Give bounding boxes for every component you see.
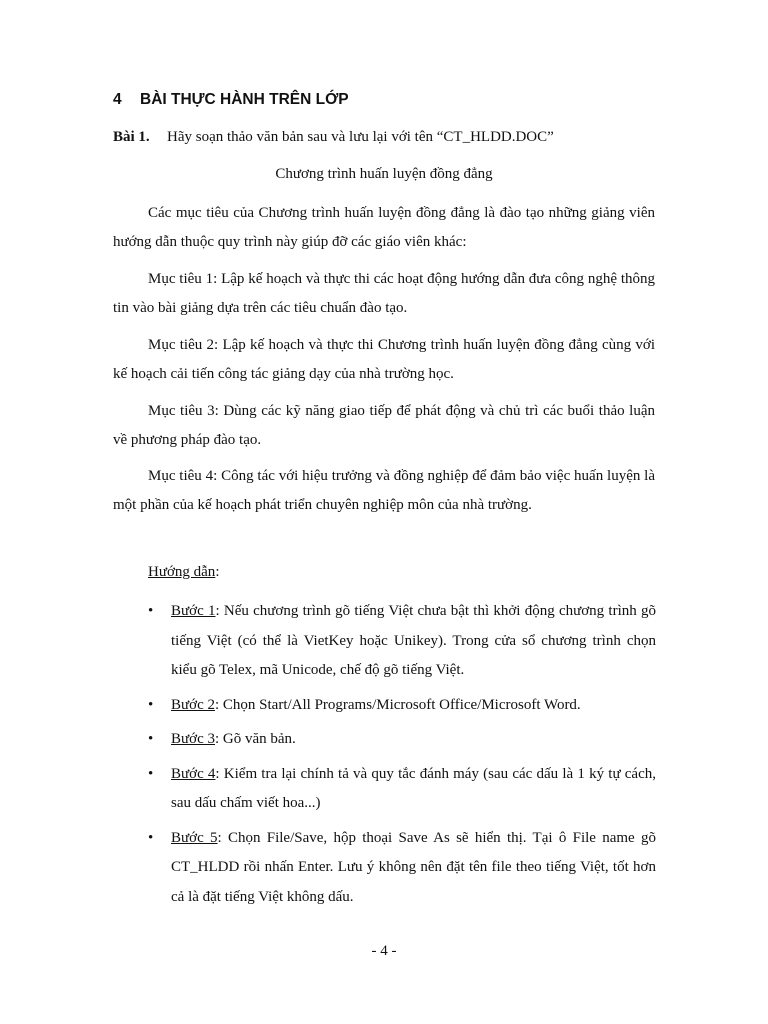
objective-paragraph-1 [113, 265, 655, 323]
list-item [148, 760, 656, 819]
objective-paragraph-3 [113, 397, 655, 455]
paragraph-text: Mục tiêu 1: Lập kế hoạch và thực thi các hoạt động hướng dẫn đưa công nghệ thông tin vào bài giảng dựa trên các tiêu chuẩn đào tạo. [113, 271, 655, 316]
step-text: : Gõ văn bản. [214, 731, 296, 747]
exercise-label: Bài 1. [113, 129, 150, 145]
objective-paragraph-2 [113, 331, 655, 389]
guide-heading [148, 564, 219, 581]
step-label: Bước 3 [171, 731, 215, 747]
step-text: : Kiểm tra lại chính tả và quy tắc đánh máy (sau các dấu là 1 ký tự cách, sau dấu chấm viết hoa...) [171, 765, 656, 811]
step-label: Bước 4 [171, 765, 216, 782]
exercise-line [113, 129, 554, 146]
section-title: BÀI THỰC HÀNH TRÊN LỚP [140, 91, 349, 108]
paragraph-text: Mục tiêu 3: Dùng các kỹ năng giao tiếp để phát động và chủ trì các buổi thảo luận về phương pháp đào tạo. [113, 403, 655, 448]
step-text: : Chọn Start/All Programs/Microsoft Office/Microsoft Word. [214, 696, 581, 713]
steps-list [148, 597, 656, 917]
document-title: Chương trình huấn luyện đồng đẳng [275, 166, 493, 182]
guide-suffix: : [215, 564, 220, 580]
paragraph-text: Mục tiêu 4: Công tác với hiệu trưởng và đồng nghiệp để đảm bảo việc huấn luyện là một phần của kế hoạch phát triển chuyên nghiệp môn của nhà trường. [113, 468, 655, 513]
list-item [148, 691, 656, 721]
step-text: : Chọn File/Save, hộp thoại Save As sẽ hiển thị. Tại ô File name gõ CT_HLDD rồi nhấn Enter. Lưu ý không nên đặt tên file theo tiếng Việt, tốt hơn cả là đặt tiếng Việt không dấu. [171, 829, 656, 905]
step-label: Bước 1 [171, 603, 216, 619]
objective-paragraph-4 [113, 462, 655, 520]
step-label: Bước 5 [171, 829, 218, 846]
guide-label: Hướng dẫn [148, 564, 216, 580]
section-heading [113, 91, 349, 109]
exercise-text: Hãy soạn thảo văn bản sau và lưu lại với tên “CT_HLDD.DOC” [167, 129, 554, 145]
page-number: - 4 - [371, 943, 397, 959]
bullet-icon: • [148, 603, 154, 619]
list-item [148, 597, 656, 686]
bullet-icon: • [148, 731, 154, 747]
paragraph-text: Mục tiêu 2: Lập kế hoạch và thực thi Chương trình huấn luyện đồng đẳng cùng với kế hoạch cải tiến công tác giảng dạy của nhà trường học. [113, 337, 655, 382]
section-number: 4 [113, 91, 122, 108]
bullet-icon: • [148, 829, 154, 846]
bullet-icon: • [148, 696, 154, 713]
step-text: : Nếu chương trình gõ tiếng Việt chưa bật thì khởi động chương trình gõ tiếng Việt (có thể là VietKey hoặc Unikey). Trong cửa sổ chương trình chọn kiểu gõ Telex, mã Unicode, chế độ gõ tiếng Việt. [171, 603, 656, 678]
list-item [148, 824, 656, 913]
list-item [148, 725, 656, 755]
paragraph-text: Các mục tiêu của Chương trình huấn luyện đồng đẳng là đào tạo những giảng viên hướng dẫn thuộc quy trình này giúp đỡ các giáo viên khác: [113, 205, 655, 250]
intro-paragraph [113, 199, 655, 257]
step-label: Bước 2 [171, 696, 215, 713]
bullet-icon: • [148, 765, 154, 782]
